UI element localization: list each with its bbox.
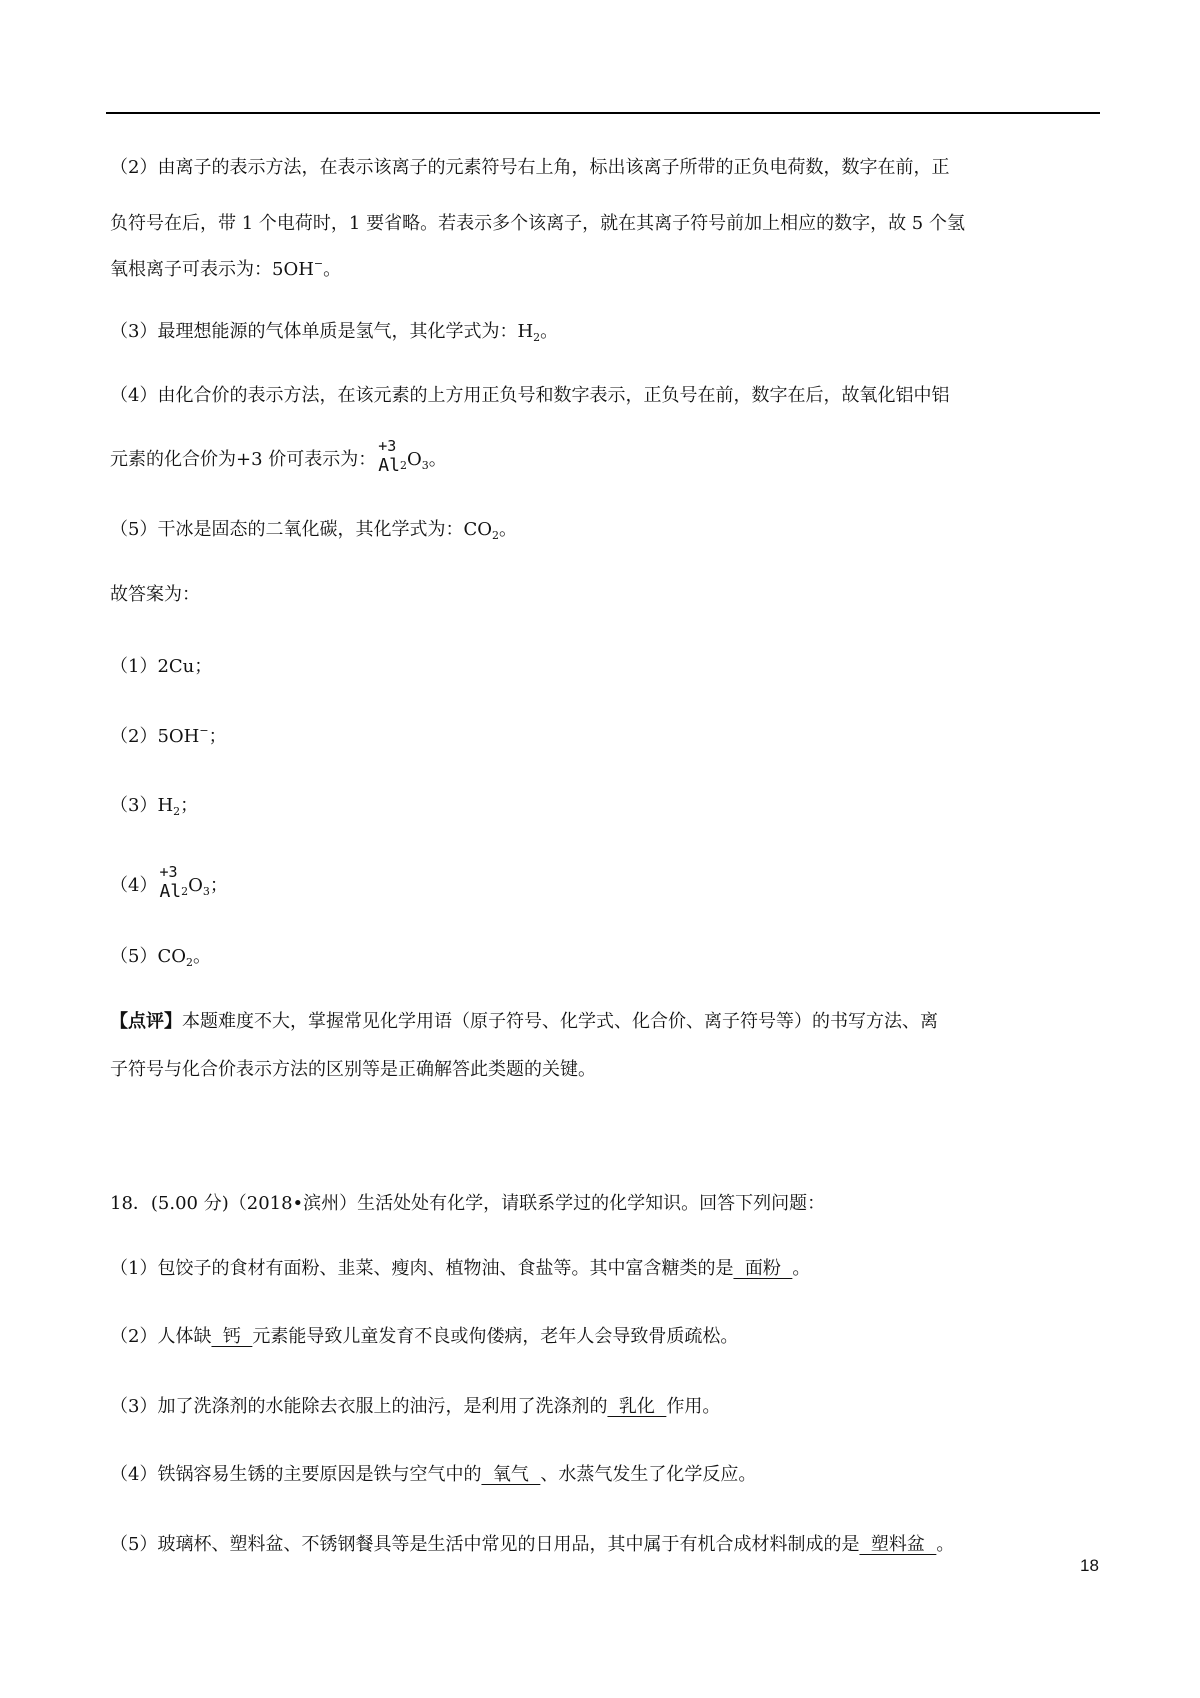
- answer-blank: 钙: [211, 1326, 253, 1347]
- comment-line1: [110, 1010, 938, 1034]
- subscript: 2: [491, 529, 499, 542]
- answer-heading: 故答案为：: [110, 584, 200, 605]
- header-rule: [106, 112, 1100, 114]
- answer-2: [110, 725, 227, 751]
- solution-p4-line2: [110, 437, 447, 476]
- valence-formula: [159, 863, 182, 902]
- answer-blank: 塑料盆: [859, 1534, 937, 1555]
- text: （3）加了洗涤剂的水能除去衣服上的油污，是利用了洗涤剂的: [110, 1396, 608, 1417]
- text: 。: [323, 259, 342, 280]
- subscript: 2: [181, 885, 189, 898]
- text: 负符号在后，带 1 个电荷时，1 要省略。若表示多个该离子，就在其离子符号前加上相应的数字，故 5 个氢: [110, 213, 965, 234]
- comment-label: 【点评】: [110, 1011, 182, 1032]
- text: 、水蒸气发生了化学反应。: [540, 1464, 757, 1485]
- solution-p2-line2: [110, 212, 965, 236]
- solution-p5: [110, 518, 517, 544]
- answer-blank: 面粉: [733, 1258, 793, 1279]
- text: （4）由化合价的表示方法，在该元素的上方用正负号和数字表示，正负号在前，数字在后，故氧化铝中铝: [110, 385, 950, 406]
- solution-p2-line1: [110, 156, 949, 180]
- subscript: 3: [202, 885, 210, 898]
- superscript: −: [313, 257, 324, 270]
- text: ；: [208, 726, 227, 747]
- subscript: 2: [399, 459, 407, 472]
- text: （3）最理想能源的气体单质是氢气，其化学式为：H: [110, 321, 534, 342]
- element-symbol: O: [406, 449, 422, 470]
- solution-p4-line1: [110, 384, 949, 408]
- text: （2）由离子的表示方法，在表示该离子的元素符号右上角，标出该离子所带的正负电荷数，数字在前，正: [110, 157, 950, 178]
- text: （4）: [110, 875, 158, 896]
- element-symbol: Al: [159, 881, 182, 902]
- text: 。: [936, 1534, 955, 1555]
- text: 本题难度不大，掌握常见化学用语（原子符号、化学式、化合价、离子符号等）的书写方法、离: [182, 1011, 938, 1032]
- text: （2）人体缺: [110, 1326, 212, 1347]
- valence-number: +3: [159, 863, 178, 881]
- text: 元素能导致儿童发育不良或佝偻病，老年人会导致骨质疏松。: [252, 1326, 739, 1347]
- subscript: 3: [421, 459, 429, 472]
- question-18-2: [110, 1325, 738, 1349]
- text: （5）干冰是固态的二氧化碳，其化学式为：CO: [110, 519, 492, 540]
- superscript: −: [199, 724, 209, 737]
- text: （2）5OH: [110, 726, 200, 747]
- text: 。: [792, 1258, 811, 1279]
- answer-blank: 氧气: [481, 1464, 541, 1485]
- element-symbol: Al: [378, 455, 400, 476]
- question-18-1: [110, 1257, 810, 1281]
- element-symbol: O: [188, 875, 203, 896]
- comment-line2: 子符号与化合价表示方法的区别等是正确解答此类题的关键。: [110, 1059, 596, 1080]
- text: 元素的化合价为+3 价可表示为：: [110, 449, 377, 470]
- answer-blank: 乳化: [607, 1396, 667, 1417]
- text: （5）玻璃杯、塑料盆、不锈钢餐具等是生活中常见的日用品，其中属于有机合成材料制成的是: [110, 1534, 860, 1555]
- subscript: 2: [173, 805, 181, 818]
- text: 。: [498, 519, 517, 540]
- text: （1）包饺子的食材有面粉、韭菜、瘦肉、植物油、食盐等。其中富含糖类的是: [110, 1258, 734, 1279]
- text: （4）铁锅容易生锈的主要原因是铁与空气中的: [110, 1464, 482, 1485]
- text: （5）CO: [110, 946, 186, 967]
- question-18-5: [110, 1533, 954, 1557]
- answer-4: [110, 863, 228, 902]
- text: 。: [540, 321, 559, 342]
- answer-1: （1）2Cu；: [110, 656, 213, 677]
- text: ；: [180, 795, 199, 816]
- text: 作用。: [666, 1396, 721, 1417]
- subscript: 2: [185, 956, 193, 969]
- solution-p2-line3: [110, 258, 341, 284]
- text: ；: [209, 875, 228, 896]
- subscript: 2: [533, 331, 541, 344]
- question-18-4: [110, 1463, 756, 1487]
- answer-3: [110, 794, 198, 820]
- text: 。: [192, 946, 211, 967]
- text: 。: [428, 449, 447, 470]
- page-number: 18: [1080, 1556, 1099, 1575]
- solution-p3: [110, 320, 558, 346]
- question-18-3: [110, 1395, 720, 1419]
- text: （3）H: [110, 795, 174, 816]
- answer-5: [110, 945, 211, 971]
- valence-formula: [378, 437, 400, 476]
- question-18-header: 18．(5.00 分)（2018•滨州）生活处处有化学，请联系学过的化学知识。回答下列问题：: [110, 1193, 826, 1214]
- text: 氧根离子可表示为：5OH: [110, 259, 314, 280]
- valence-number: +3: [378, 437, 397, 455]
